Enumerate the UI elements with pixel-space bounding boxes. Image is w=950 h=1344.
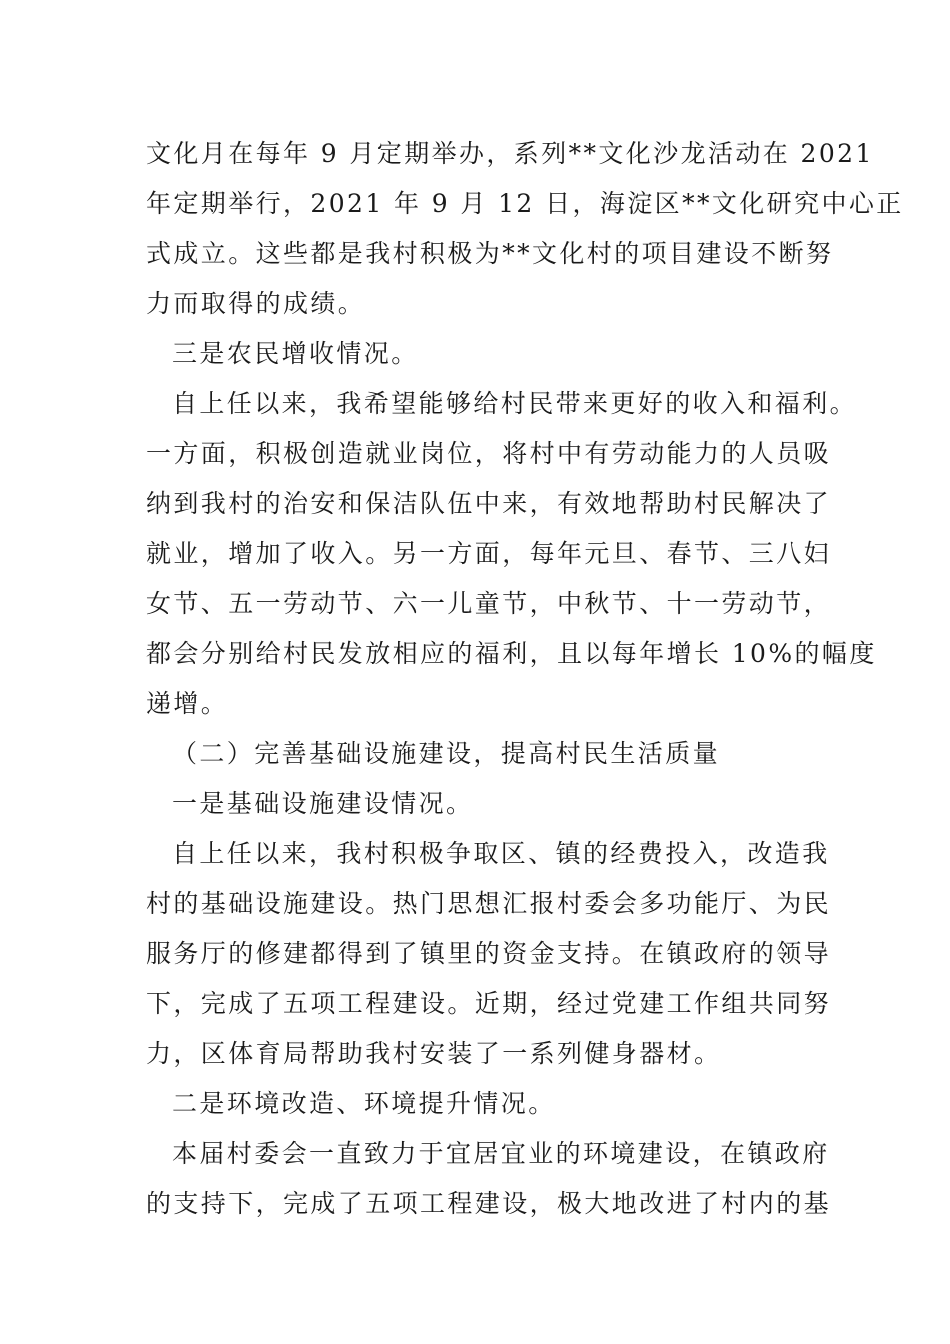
section-heading: 三是农民增收情况。: [172, 339, 419, 368]
text-line: 年定期举行，2021 年 9 月 12 日，海淀区**文化研究中心正: [146, 189, 904, 218]
text-line: 式成立。这些都是我村积极为**文化村的项目建设不断努: [146, 239, 834, 268]
text-line: 一方面，积极创造就业岗位，将村中有劳动能力的人员吸: [146, 439, 832, 468]
text-line: 服务厅的修建都得到了镇里的资金支持。在镇政府的领导: [146, 939, 832, 968]
text-line: 力而取得的成绩。: [146, 289, 366, 318]
section-heading: 一是基础设施建设情况。: [172, 789, 474, 818]
text-line: 本届村委会一直致力于宜居宜业的环境建设，在镇政府: [172, 1139, 830, 1168]
text-line: 力，区体育局帮助我村安装了一系列健身器材。: [146, 1039, 722, 1068]
text-line: 就业，增加了收入。另一方面，每年元旦、春节、三八妇: [146, 539, 832, 568]
section-heading: 二是环境改造、环境提升情况。: [172, 1089, 556, 1118]
text-line: 村的基础设施建设。热门思想汇报村委会多功能厅、为民: [146, 889, 832, 918]
text-line: 女节、五一劳动节、六一儿童节，中秋节、十一劳动节，: [146, 589, 832, 618]
text-line: 自上任以来，我希望能够给村民带来更好的收入和福利。: [172, 389, 858, 418]
section-heading: （二）完善基础设施建设，提高村民生活质量: [172, 739, 721, 768]
text-line: 都会分别给村民发放相应的福利，且以每年增长 10%的幅度: [146, 639, 877, 668]
text-line: 自上任以来，我村积极争取区、镇的经费投入，改造我: [172, 839, 830, 868]
text-line: 文化月在每年 9 月定期举办，系列**文化沙龙活动在 2021: [146, 139, 874, 168]
text-line: 纳到我村的治安和保洁队伍中来，有效地帮助村民解决了: [146, 489, 832, 518]
text-line: 递增。: [146, 689, 229, 718]
text-line: 的支持下，完成了五项工程建设，极大地改进了村内的基: [146, 1189, 832, 1218]
body-text: [146, 129, 904, 1229]
text-line: 下，完成了五项工程建设。近期，经过党建工作组共同努: [146, 989, 832, 1018]
